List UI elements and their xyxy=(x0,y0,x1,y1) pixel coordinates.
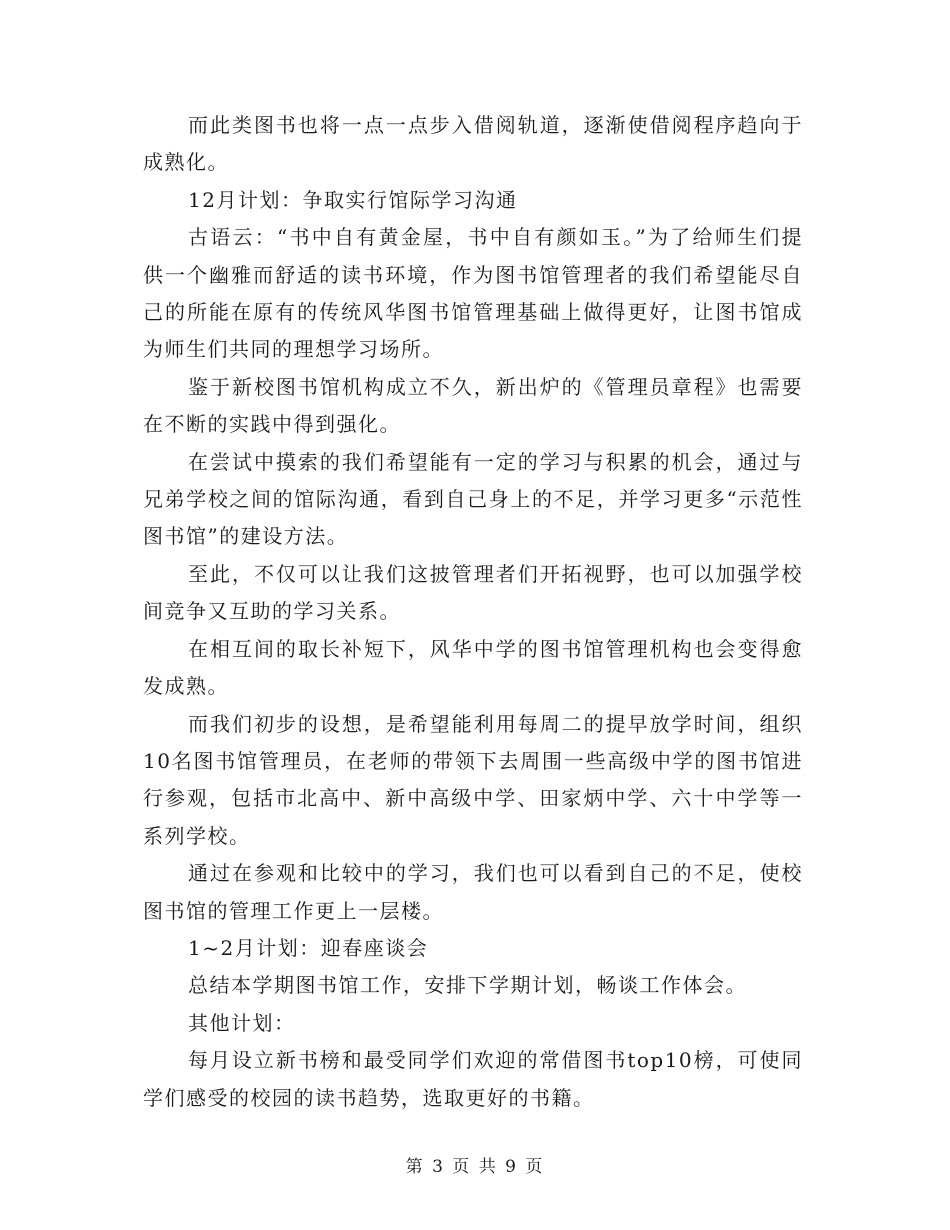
document-body xyxy=(143,107,803,1117)
paragraph: 在尝试中摸索的我们希望能有一定的学习与积累的机会，通过与兄弟学校之间的馆际沟通，看到自己身上的不足，并学习更多“示范性图书馆”的建设方法。 xyxy=(143,449,803,549)
section-heading-other-plans: 其他计划： xyxy=(188,1010,296,1035)
paragraph: 而此类图书也将一点一点步入借阅轨道，逐渐使借阅程序趋向于成熟化。 xyxy=(143,113,803,175)
paragraph: 每月设立新书榜和最受同学们欢迎的常借图书top10榜，可使同学们感受的校园的读书趋势，选取更好的书籍。 xyxy=(143,1048,803,1110)
paragraph: 总结本学期图书馆工作，安排下学期计划，畅谈工作体会。 xyxy=(188,973,747,998)
paragraph: 通过在参观和比较中的学习，我们也可以看到自己的不足，使校图书馆的管理工作更上一层楼。 xyxy=(143,861,803,923)
section-heading-december-plan: 12月计划：争取实行馆际学习沟通 xyxy=(188,187,518,212)
paragraph: 而我们初步的设想，是希望能利用每周二的提早放学时间，组织10名图书馆管理员，在老师的带领下去周围一些高级中学的图书馆进行参观，包括市北高中、新中高级中学、田家炳中学、六十中学等一系列学校。 xyxy=(143,711,803,848)
paragraph: 鉴于新校图书馆机构成立不久，新出炉的《管理员章程》也需要在不断的实践中得到强化。 xyxy=(143,374,803,437)
paragraph: 至此，不仅可以让我们这披管理者们开拓视野，也可以加强学校间竞争又互助的学习关系。 xyxy=(143,561,803,624)
paragraph: 在相互间的取长补短下，风华中学的图书馆管理机构也会变得愈发成熟。 xyxy=(143,636,803,699)
paragraph: 古语云：“书中自有黄金屋，书中自有颜如玉。”为了给师生们提供一个幽雅而舒适的读书环境，作为图书馆管理者的我们希望能尽自己的所能在原有的传统风华图书馆管理基础上做得更好，让图书馆成为师生们共同的理想学习场所。 xyxy=(143,225,803,362)
page-number-footer: 第 3 页 共 9 页 xyxy=(405,1157,545,1177)
section-heading-jan-feb-plan: 1~2月计划：迎春座谈会 xyxy=(188,935,429,960)
